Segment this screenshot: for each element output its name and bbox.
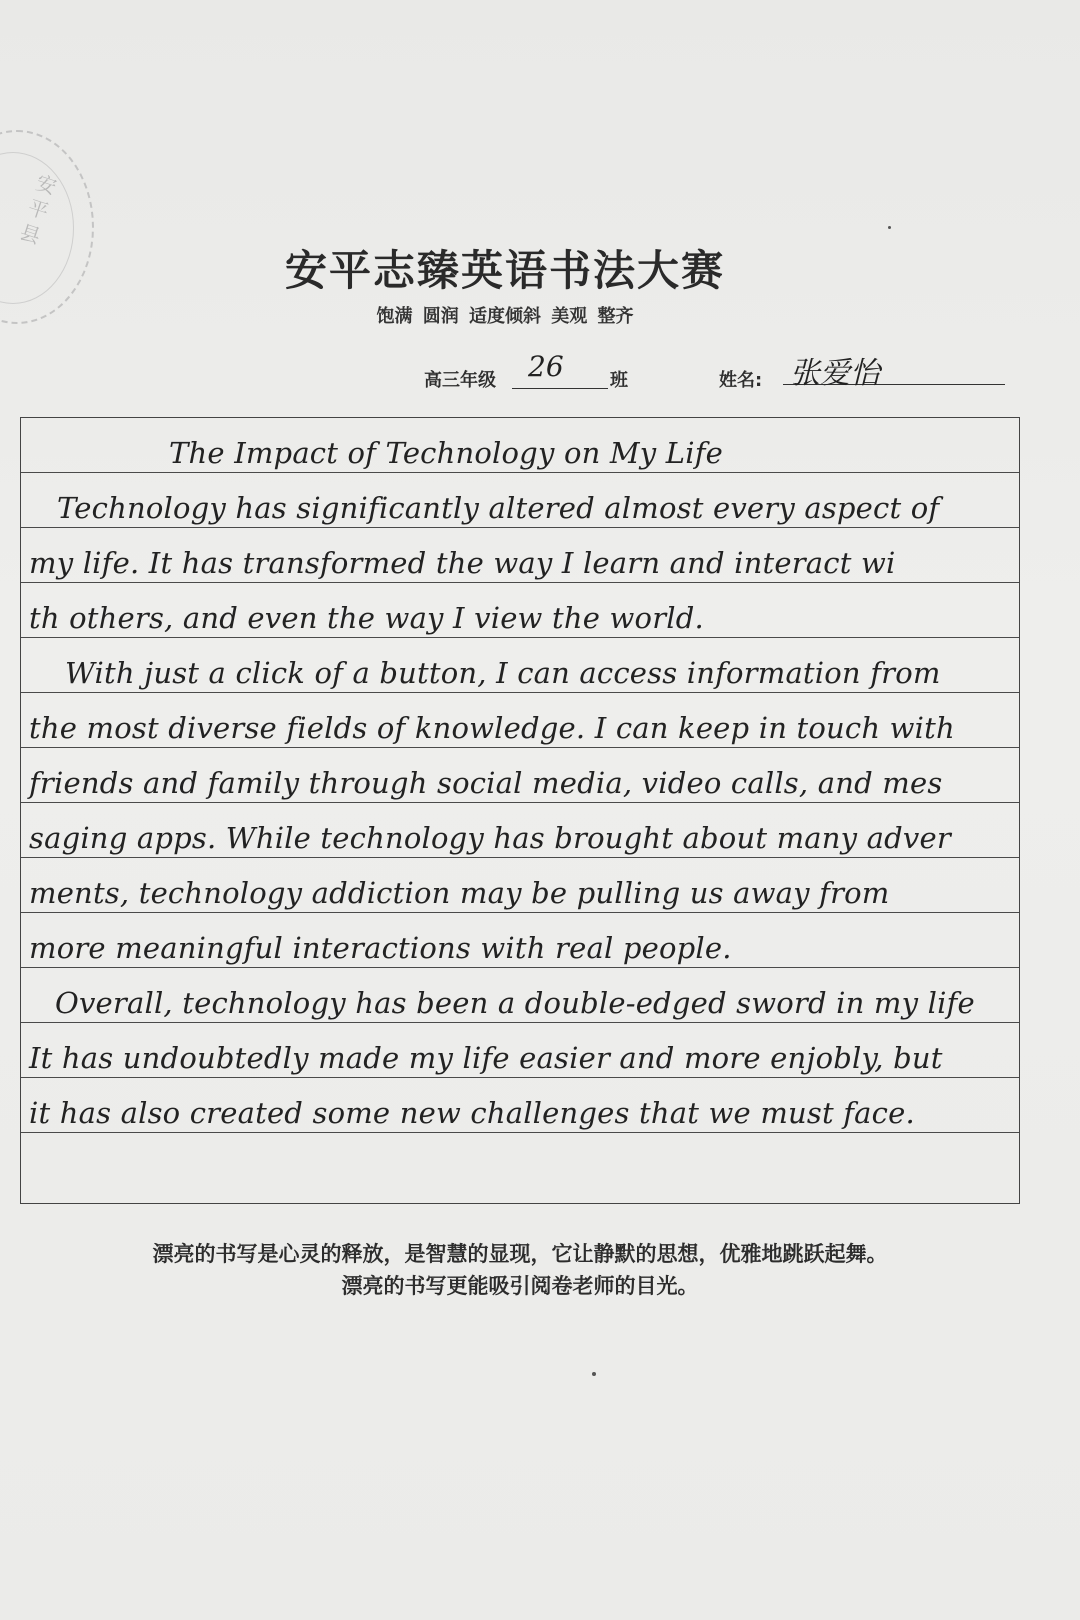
- essay-line: [21, 583, 1019, 638]
- essay-line: [21, 1078, 1019, 1133]
- essay-text: my life. It has transformed the way I learn and interact wi: [29, 546, 896, 580]
- name-label: 姓名:: [719, 370, 763, 391]
- essay-text: With just a click of a button, I can access information from: [65, 656, 941, 690]
- class-underline: [512, 388, 608, 389]
- essay-line: [21, 418, 1019, 473]
- contest-criteria: 饱满 圆润 适度倾斜 美观 整齐: [376, 306, 634, 327]
- essay-line: [21, 748, 1019, 803]
- writing-grid: [20, 417, 1020, 1204]
- essay-line: [21, 803, 1019, 858]
- essay-text: th others, and even the way I view the world.: [29, 601, 704, 635]
- essay-text: more meaningful interactions with real people.: [29, 931, 732, 965]
- paper-speck: [592, 1372, 596, 1376]
- grade-label: 高三年级: [424, 370, 496, 391]
- student-name: 张爱怡: [790, 356, 880, 391]
- essay-text: friends and family through social media, video calls, and mes: [29, 766, 943, 800]
- essay-text: It has undoubtedly made my life easier and more enjobly, but: [29, 1041, 943, 1075]
- paper-speck: [888, 226, 891, 229]
- essay-text: saging apps. While technology has brought about many adver: [29, 821, 951, 855]
- essay-line: [21, 858, 1019, 913]
- essay-line: [21, 968, 1019, 1023]
- footer-motto: 漂亮的书写是心灵的释放，是智慧的显现，它让静默的思想，优雅地跳跃起舞。: [152, 1242, 888, 1266]
- essay-line: [21, 913, 1019, 968]
- essay-text: Overall, technology has been a double-edged sword in my life: [55, 986, 975, 1020]
- stamp-text: 安平县: [16, 170, 60, 249]
- essay-text: ments, technology addiction may be pulling us away from: [29, 876, 890, 910]
- essay-line: [21, 638, 1019, 693]
- essay-text: Technology has significantly altered almost every aspect of: [57, 491, 940, 525]
- essay-text: it has also created some new challenges that we must face.: [29, 1096, 915, 1130]
- essay-text: the most diverse fields of knowledge. I can keep in touch with: [29, 711, 955, 745]
- essay-line: [21, 693, 1019, 748]
- essay-line: [21, 1023, 1019, 1078]
- essay-line-blank: [21, 1133, 1019, 1188]
- footer-note: 漂亮的书写更能吸引阅卷老师的目光。: [341, 1274, 699, 1298]
- class-suffix: 班: [610, 370, 628, 391]
- essay-title: The Impact of Technology on My Life: [169, 436, 724, 470]
- contest-title: 安平志臻英语书法大赛: [284, 246, 725, 295]
- essay-line: [21, 528, 1019, 583]
- essay-line: [21, 473, 1019, 528]
- class-value: 26: [528, 350, 564, 383]
